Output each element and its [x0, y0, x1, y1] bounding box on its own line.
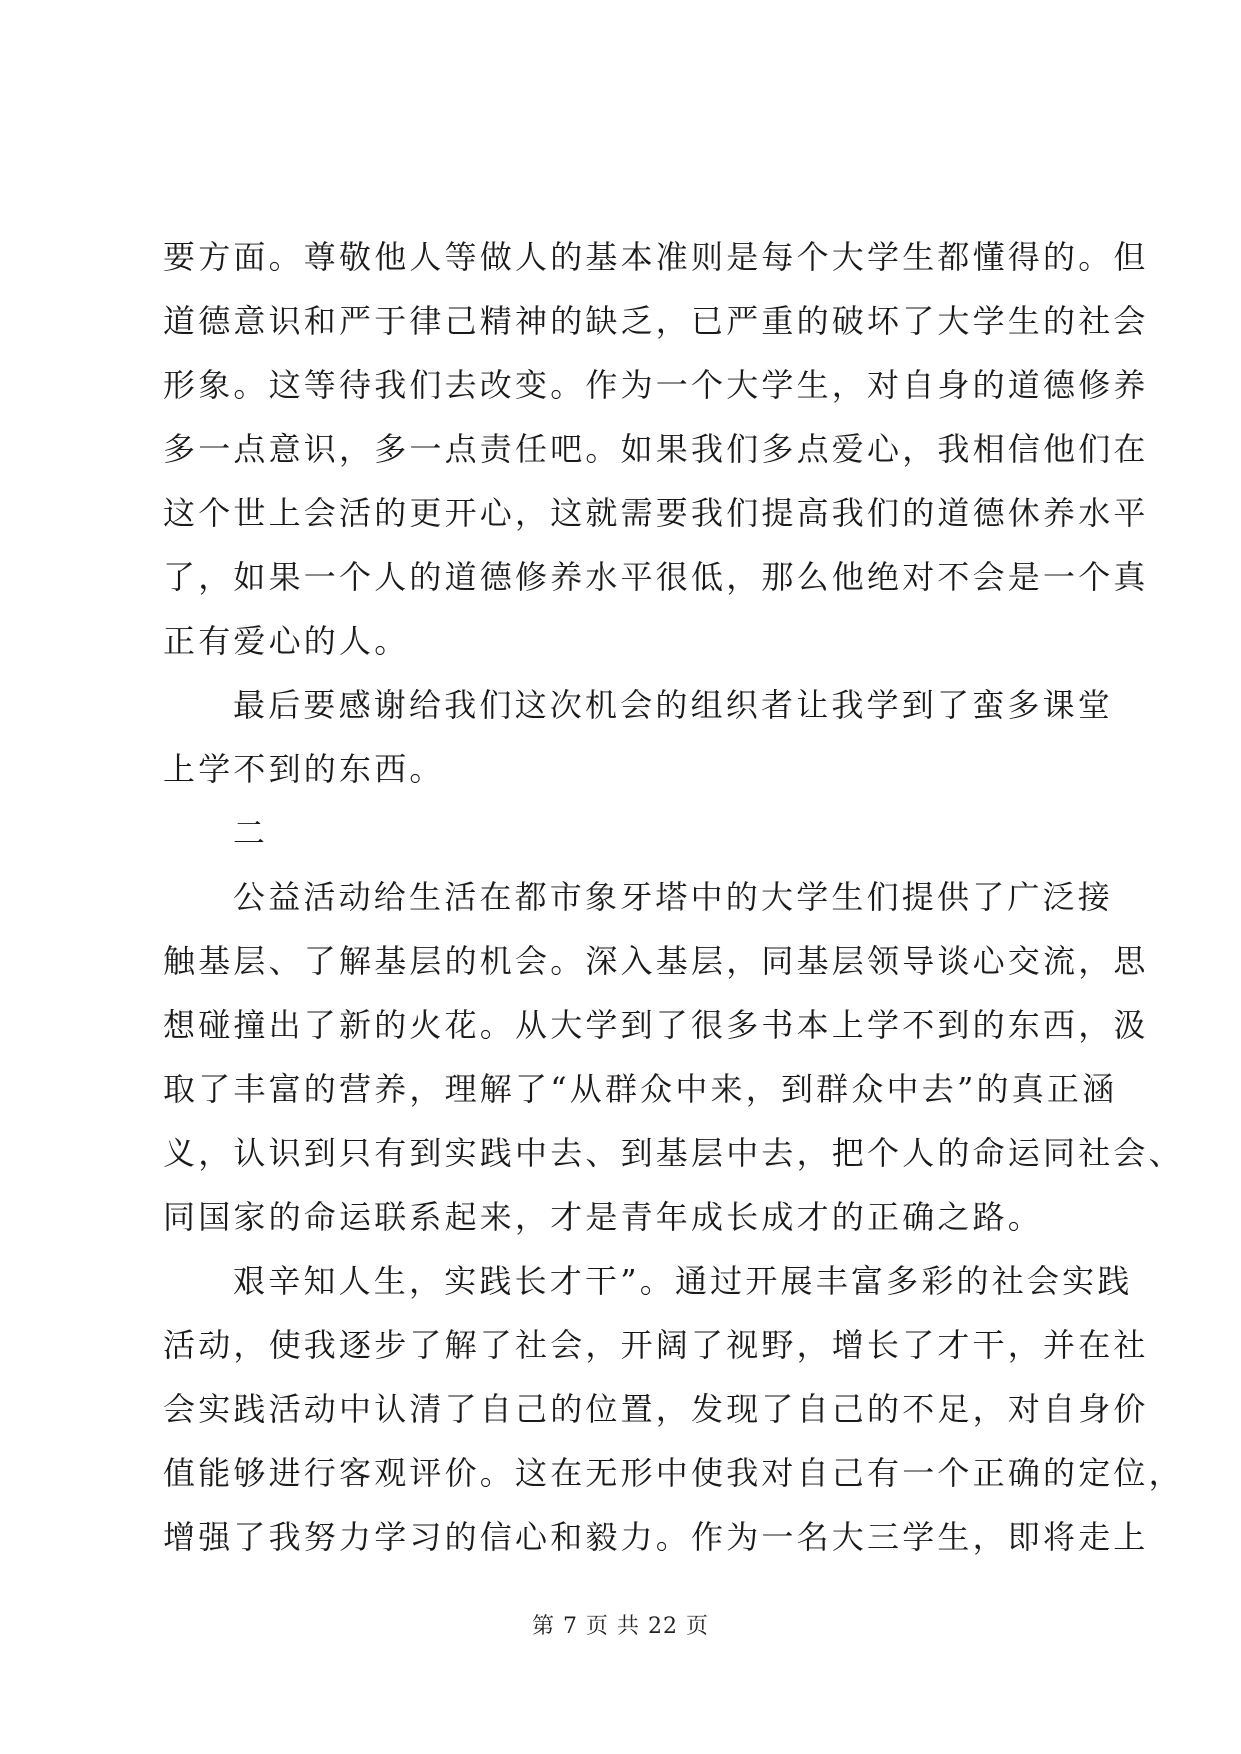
text-line-15: 义，认识到只有到实践中去、到基层中去，把个人的命运同社会、 [163, 1134, 1184, 1172]
text-line-20: 值能够进行客观评价。这在无形中使我对自己有一个正确的定位， [163, 1454, 1184, 1492]
text-line-8: 最后要感谢给我们这次机会的组织者让我学到了蛮多课堂 [233, 686, 1114, 724]
text-line-14: 取了丰富的营养，理解了“从群众中来，到群众中去”的真正涵 [163, 1070, 1118, 1108]
text-line-6: 了，如果一个人的道德修养水平很低，那么他绝对不会是一个真 [163, 558, 1149, 596]
text-line-18: 活动，使我逐步了解了社会，开阔了视野，增长了才干，并在社 [163, 1326, 1149, 1364]
text-line-13: 想碰撞出了新的火花。从大学到了很多书本上学不到的东西，汲 [163, 1006, 1149, 1044]
page-number-footer: 第 7 页 共 22 页 [532, 1614, 709, 1639]
text-line-2: 道德意识和严于律己精神的缺乏，已严重的破坏了大学生的社会 [163, 302, 1149, 340]
text-line-11: 公益活动给生活在都市象牙塔中的大学生们提供了广泛接 [233, 878, 1114, 916]
text-line-1: 要方面。尊敬他人等做人的基本准则是每个大学生都懂得的。但 [163, 238, 1149, 276]
body-text [163, 225, 1184, 1569]
section-heading: 二 [233, 814, 269, 852]
text-line-16: 同国家的命运联系起来，才是青年成长成才的正确之路。 [163, 1198, 1044, 1236]
text-line-4: 多一点意识，多一点责任吧。如果我们多点爱心，我相信他们在 [163, 430, 1149, 468]
text-line-5: 这个世上会活的更开心，这就需要我们提高我们的道德休养水平 [163, 494, 1149, 532]
text-line-3: 形象。这等待我们去改变。作为一个大学生，对自身的道德修养 [163, 366, 1149, 404]
text-line-12: 触基层、了解基层的机会。深入基层，同基层领导谈心交流，思 [163, 942, 1149, 980]
text-line-21: 增强了我努力学习的信心和毅力。作为一名大三学生，即将走上 [163, 1518, 1149, 1556]
text-line-19: 会实践活动中认清了自己的位置，发现了自己的不足，对自身价 [163, 1390, 1149, 1428]
text-line-17: 艰辛知人生，实践长才干”。通过开展丰富多彩的社会实践 [233, 1262, 1133, 1300]
text-line-9: 上学不到的东西。 [163, 750, 445, 788]
text-line-7: 正有爱心的人。 [163, 622, 410, 660]
